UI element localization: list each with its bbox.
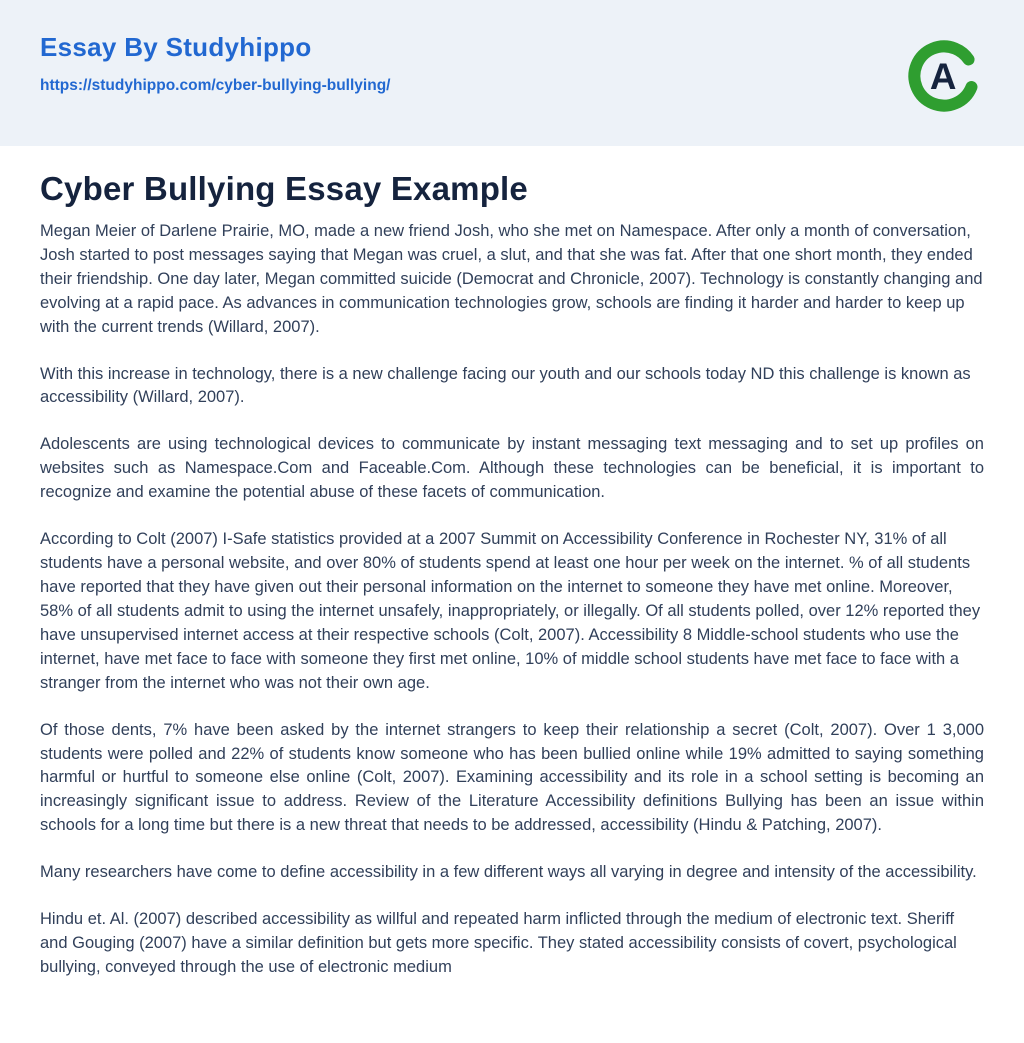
page-header [0, 0, 1024, 146]
essay-paragraph: Hindu et. Al. (2007) described accessibility as willful and repeated harm inflicted through the medium of electronic text. Sheriff and Gouging (2007) have a similar definition but gets more specific. They stated accessibility consists of covert, psychological bullying, conveyed through the use of electronic medium [40, 910, 957, 976]
essay-paragraph: Of those dents, 7% have been asked by the internet strangers to keep their relationship a secret (Colt, 2007). Over 1 3,000 students were polled and 22% of students know someone who has been bullied online while 19% admitted to saying something harmful or hurtful to someone else online (Colt, 2007). Examining accessibility and its role in a school setting is becoming an increasingly significant issue to address. Review of the Literature Accessibility definitions Bullying has been an issue within schools for a long time but there is a new threat that needs to be addressed, accessibility (Hindu & Patching, 2007). [40, 720, 984, 835]
essay-paragraph: With this increase in technology, there is a new challenge facing our youth and our schools today ND this challenge is known as accessibility (Willard, 2007). [40, 364, 971, 407]
essay-paragraph: Many researchers have come to define accessibility in a few different ways all varying in degree and intensity of the accessibility. [40, 863, 977, 882]
header-text-block [40, 34, 390, 94]
essay-title: Cyber Bullying Essay Example [40, 170, 528, 207]
logo-letter: A [929, 55, 957, 97]
essay-paragraph: Megan Meier of Darlene Prairie, MO, made a new friend Josh, who she met on Namespace. After only a month of conversation, Josh started to post messages saying that Megan was cruel, a slut, and that she was fat. After that one short month, they ended their friendship. One day later, Megan committed suicide (Democrat and Chronicle, 2007). Technology is constantly changing and evolving at a rapid pace. As advances in communication technologies grow, schools are finding it harder and harder to keep up with the current trends (Willard, 2007). [40, 221, 983, 336]
site-title: Essay By Studyhippo [40, 32, 312, 62]
essay-paragraph: According to Colt (2007) I-Safe statistics provided at a 2007 Summit on Accessibility Conference in Rochester NY, 31% of all students have a personal website, and over 80% of students spend at least one hour per week on the internet. % of all students have reported that they have given out their personal information on the internet to someone they have met online. Moreover, 58% of all students admit to using the internet unsafely, inappropriately, or illegally. Of all students polled, over 12% reported they have unsupervised internet access at their respective schools (Colt, 2007). Accessibility 8 Middle-school students who use the internet, have met face to face with someone they first met online, 10% of middle school students have met face to face with a stranger from the internet who was not their own age. [40, 530, 981, 692]
essay-article [0, 170, 1024, 1020]
logo-ring-icon [904, 36, 984, 116]
essay-paragraph: Adolescents are using technological devices to communicate by instant messaging text messaging and to set up profiles on websites such as Namespace.Com and Faceable.Com. Although these technologies can be beneficial, it is important to recognize and examine the potential abuse of these facets of communication. [40, 435, 984, 502]
studyhippo-logo [904, 36, 984, 116]
source-url-link[interactable]: https://studyhippo.com/cyber-bullying-bullying/ [40, 77, 391, 94]
